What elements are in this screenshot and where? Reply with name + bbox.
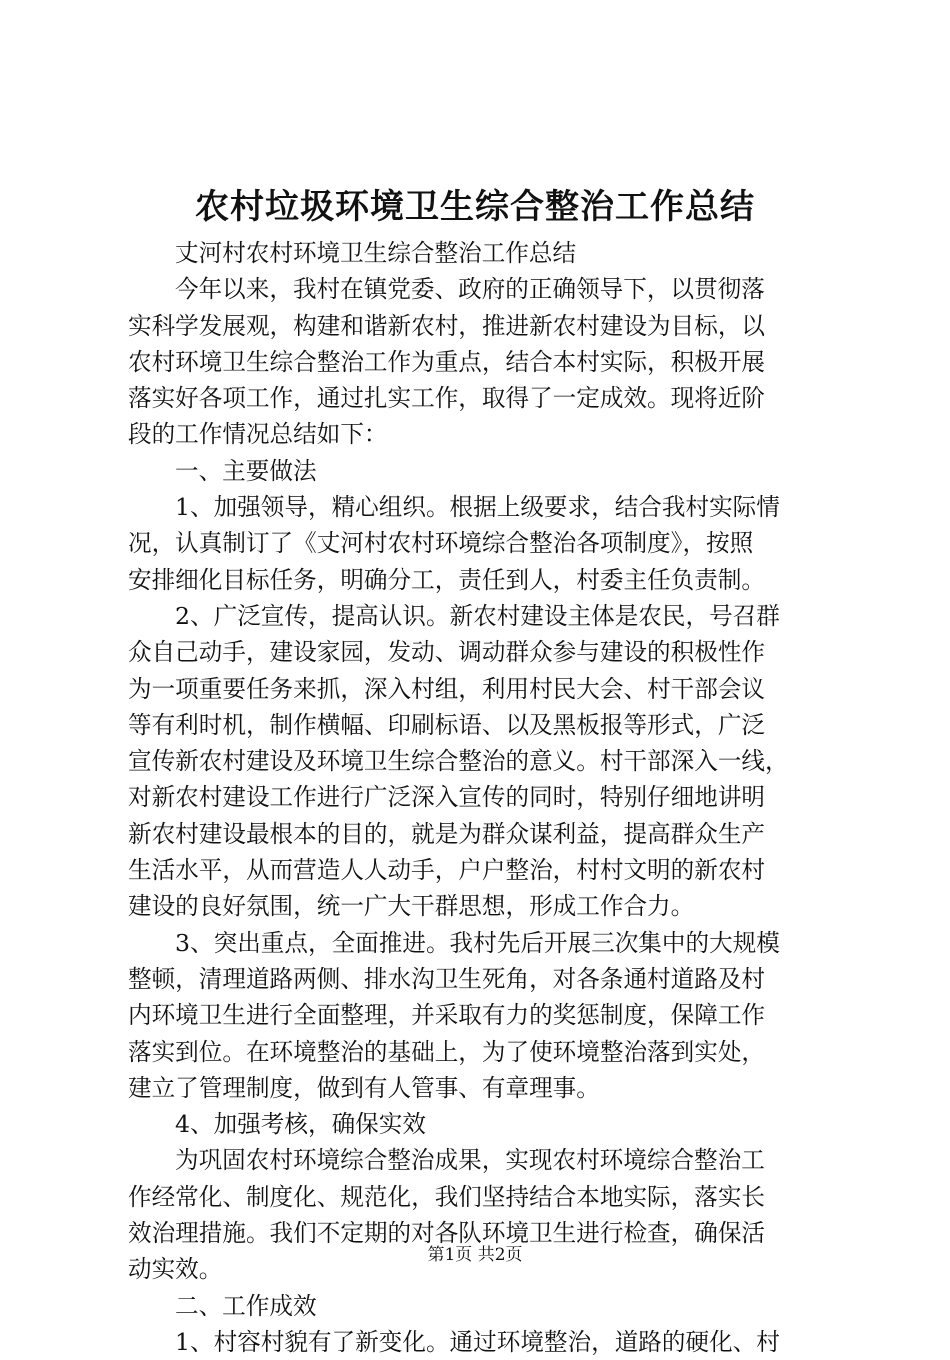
text-line: 1、加强领导，精心组织。根据上级要求，结合我村实际情: [175, 493, 780, 522]
text-line: 众自己动手，建设家园，发动、调动群众参与建设的积极性作: [128, 638, 766, 667]
text-line: 一、主要做法: [175, 456, 317, 485]
text-line: 效治理措施。我们不定期的对各队环境卫生进行检查，确保活: [128, 1219, 766, 1248]
text-line: 2、广泛宣传，提高认识。新农村建设主体是农民，号召群: [175, 601, 780, 630]
text-line: 安排细化目标任务，明确分工，责任到人，村委主任负责制。: [128, 565, 766, 594]
text-line: 对新农村建设工作进行广泛深入宣传的同时，特别仔细地讲明: [128, 783, 766, 812]
text-line: 农村环境卫生综合整治工作为重点，结合本村实际，积极开展: [128, 347, 766, 376]
text-line: 生活水平，从而营造人人动手，户户整治，村村文明的新农村: [128, 856, 766, 885]
text-line: 为巩固农村环境综合整治成果，实现农村环境综合整治工: [175, 1146, 765, 1175]
document-body: [128, 235, 836, 1360]
text-line: 动实效。: [128, 1255, 223, 1284]
text-line: 4、加强考核，确保实效: [175, 1110, 426, 1139]
text-line: 丈河村农村环境卫生综合整治工作总结: [175, 239, 577, 267]
text-line: 3、突出重点，全面推进。我村先后开展三次集中的大规模: [175, 928, 780, 957]
document-title: 农村垃圾环境卫生综合整治工作总结: [195, 187, 755, 227]
text-line: 为一项重要任务来抓，深入村组，利用村民大会、村干部会议: [128, 674, 766, 703]
text-line: 落实好各项工作，通过扎实工作，取得了一定成效。现将近阶: [128, 384, 766, 413]
text-line: 实科学发展观，构建和谐新农村，推进新农村建设为目标，以: [128, 311, 766, 340]
text-line: 新农村建设最根本的目的，就是为群众谋利益，提高群众生产: [128, 819, 766, 848]
text-line: 二、工作成效: [175, 1291, 317, 1320]
text-line: 落实到位。在环境整治的基础上，为了使环境整治落到实处，: [128, 1037, 766, 1066]
text-line: 等有利时机，制作横幅、印刷标语、以及黑板报等形式，广泛: [128, 710, 766, 739]
text-line: 宣传新农村建设及环境卫生综合整治的意义。村干部深入一线，: [128, 747, 789, 776]
text-line: 段的工作情况总结如下：: [128, 420, 388, 449]
text-line: 况，认真制订了《丈河村农村环境综合整治各项制度》，按照: [128, 529, 754, 558]
text-line: 整顿，清理道路两侧、排水沟卫生死角，对各条通村道路及村: [128, 964, 766, 993]
text-line: 内环境卫生进行全面整理，并采取有力的奖惩制度，保障工作: [128, 1001, 766, 1030]
text-line: 今年以来，我村在镇党委、政府的正确领导下，以贯彻落: [175, 275, 765, 304]
text-line: 作经常化、制度化、规范化，我们坚持结合本地实际，落实长: [128, 1182, 766, 1211]
page-footer: 第1页 共2页: [427, 1245, 523, 1265]
text-line: 1、村容村貌有了新变化。通过环境整治，道路的硬化、村: [175, 1327, 780, 1356]
text-line: 建设的良好氛围，统一广大干群思想，形成工作合力。: [128, 892, 695, 921]
text-line: 建立了管理制度，做到有人管事、有章理事。: [128, 1073, 600, 1102]
